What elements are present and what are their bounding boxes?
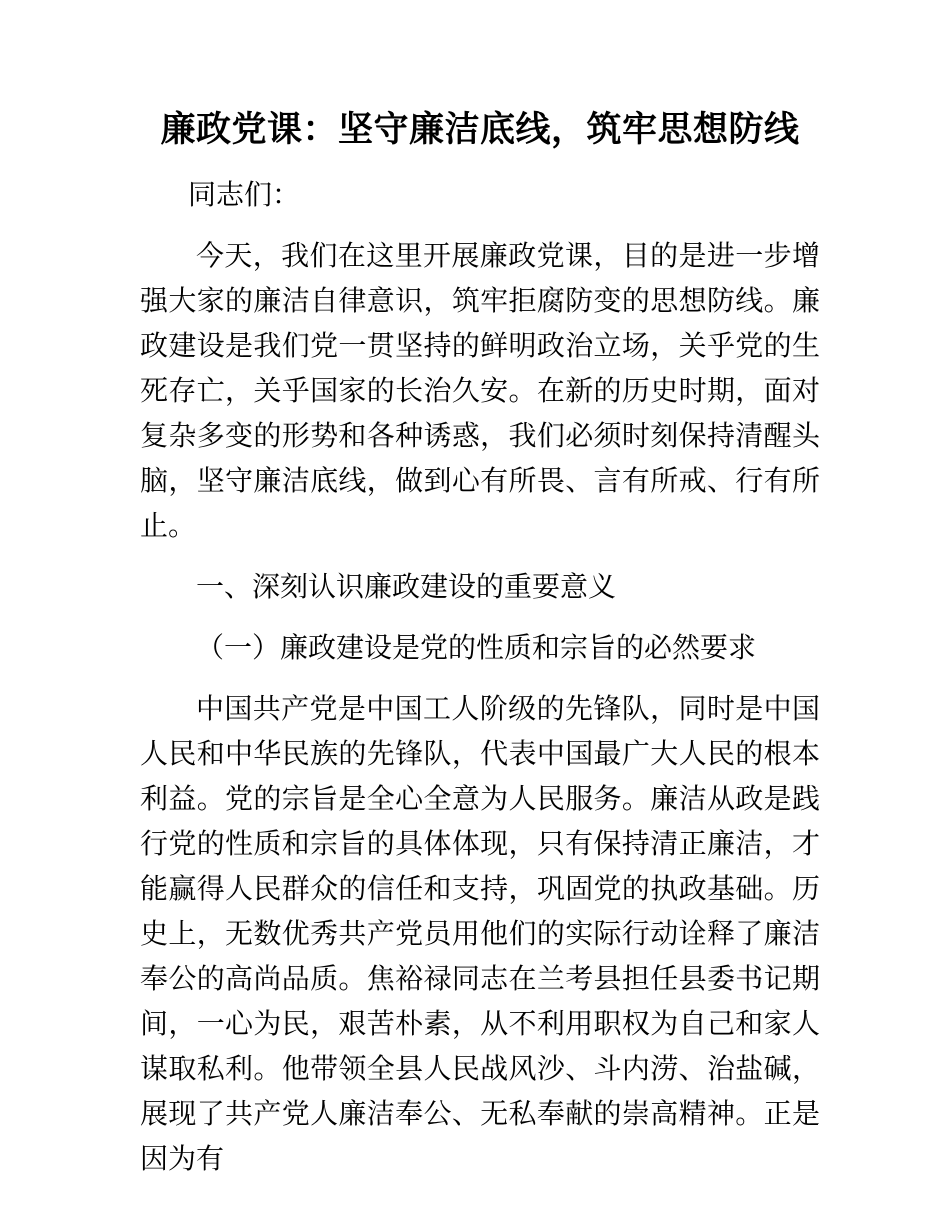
section-heading-one: 一、深刻认识廉政建设的重要意义 xyxy=(196,570,617,602)
salutation-line: 同志们： xyxy=(188,178,301,210)
subsection-body-paragraph: 中国共产党是中国工人阶级的先锋队，同时是中国人民和中华民族的先锋队，代表中国最广大人民的根本利益。党的宗旨是全心全意为人民服务。廉洁从政是践行党的性质和宗旨的具体体现，只有保持清正廉洁，才能赢得人民群众的信任和支持，巩固党的执政基础。历史上，无数优秀共产党员用他们的实际行动诠释了廉洁奉公的高尚品质。焦裕禄同志在兰考县担任县委书记期间，一心为民，艰苦朴素，从不利用职权为自己和家人谋取私利。他带领全县人民战风沙、斗内涝、治盐碱，展现了共产党人廉洁奉公、无私奉献的崇高精神。正是因为有 xyxy=(140,692,820,1174)
page-title: 廉政党课：坚守廉洁底线，筑牢思想防线 xyxy=(160,110,800,149)
subsection-heading-one-1: （一）廉政建设是党的性质和宗旨的必然要求 xyxy=(196,631,757,663)
intro-paragraph: 今天，我们在这里开展廉政党课，目的是进一步增强大家的廉洁自律意识，筑牢拒腐防变的思想防线。廉政建设是我们党一贯坚持的鲜明政治立场，关乎党的生死存亡，关乎国家的长治久安。在新的历史时期，面对复杂多变的形势和各种诱惑，我们必须时刻保持清醒头脑，坚守廉洁底线，做到心有所畏、言有所戒、行有所止。 xyxy=(140,239,820,541)
document-content-area xyxy=(140,0,820,1181)
